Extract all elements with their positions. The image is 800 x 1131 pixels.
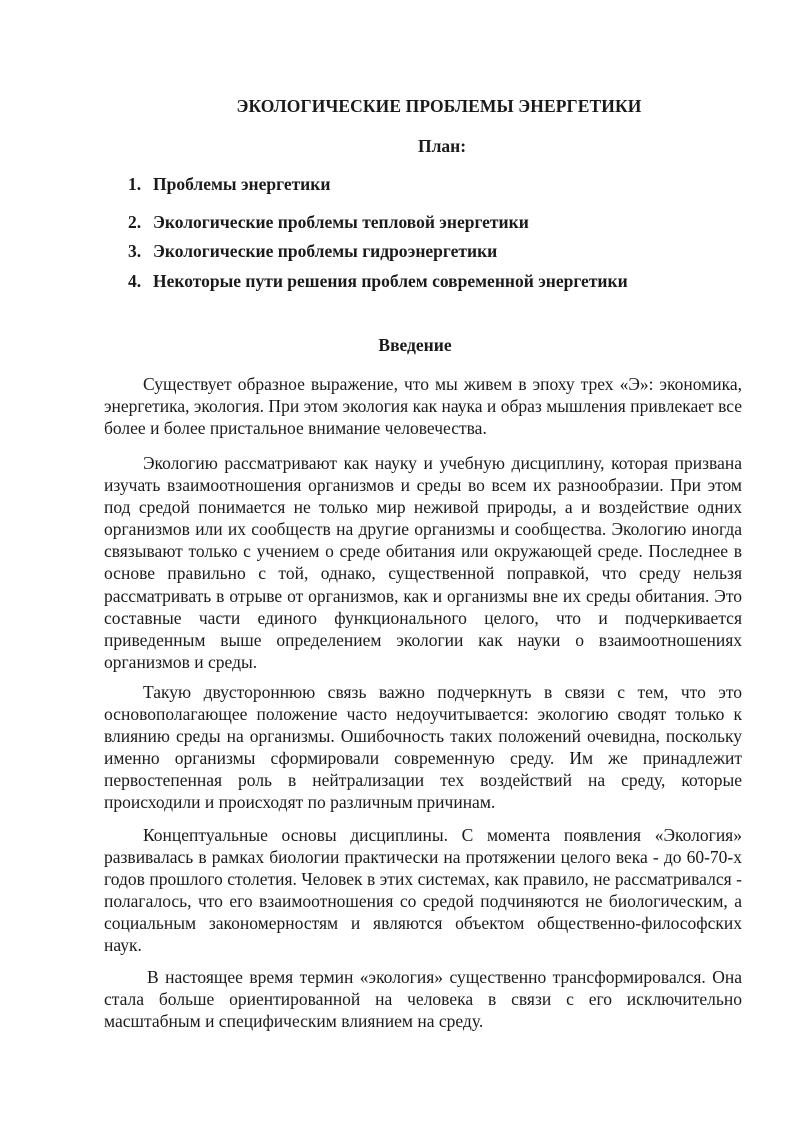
intro-heading: Введение bbox=[378, 335, 452, 355]
plan-item bbox=[128, 212, 529, 233]
plan-item bbox=[128, 241, 497, 262]
plan-item-text: Экологические проблемы тепловой энергетики bbox=[153, 212, 529, 232]
plan-item-number: 3. bbox=[128, 241, 142, 261]
paragraph: Экологию рассматривают как науку и учебную дисциплину, которая призвана изучать взаимоотношения организмов и среды во всем их разнообразии. При этом под средой понимается не только мир неживой природы, а и воздействие одних организмов или их сообществ на другие организмы и сообщества. Экологию иногда связывают только с учением о среде обитания или окружающей среде. Последнее в основе правильно с той, однако, существенной поправкой, что среду нельзя рассматривать в отрыве от организмов, как и организмы вне их среды обитания. Это составные части единого функционального целого, что и подчеркивается приведенным выше определением экологии как науки о взаимоотношениях организмов и среды. bbox=[104, 453, 742, 672]
plan-item-number: 2. bbox=[128, 212, 142, 232]
plan-item-text: Некоторые пути решения проблем современной энергетики bbox=[153, 271, 628, 291]
plan-item-text: Проблемы энергетики bbox=[153, 174, 331, 194]
plan-item-number: 4. bbox=[128, 271, 142, 291]
plan-item bbox=[128, 271, 628, 292]
plan-item bbox=[128, 174, 330, 195]
plan-heading: План: bbox=[417, 136, 467, 156]
paragraph: Существует образное выражение, что мы живем в эпоху трех «Э»: экономика, энергетика, экология. При этом экология как наука и образ мышления привлекает все более и более пристальное внимание человечества. bbox=[104, 374, 742, 439]
paragraph: В настоящее время термин «экология» существенно трансформировался. Она стала больше ориентированной на человека в связи с его исключительно масштабным и специфическим влиянием на среду. bbox=[104, 967, 742, 1032]
plan-item-number: 1. bbox=[128, 174, 142, 194]
plan-item-text: Экологические проблемы гидроэнергетики bbox=[153, 241, 498, 261]
document-title: ЭКОЛОГИЧЕСКИЕ ПРОБЛЕМЫ ЭНЕРГЕТИКИ bbox=[236, 96, 642, 116]
paragraph: Концептуальные основы дисциплины. С момента появления «Экология» развивалась в рамках биологии практически на протяжении целого века - до 60-70-х годов прошлого столетия. Человек в этих системах, как правило, не рассматривался - полагалось, что его взаимоотношения со средой подчиняются не биологическим, а социальным закономерностям и являются объектом общественно-философских наук. bbox=[104, 825, 742, 956]
paragraph: Такую двустороннюю связь важно подчеркнуть в связи с тем, что это основополагающее положение часто недоучитывается: экологию сводят только к влиянию среды на организмы. Ошибочность таких положений очевидна, поскольку именно организмы сформировали современную среду. Им же принадлежит первостепенная роль в нейтрализации тех воздействий на среду, которые происходили и происходят по различным причинам. bbox=[104, 682, 742, 813]
